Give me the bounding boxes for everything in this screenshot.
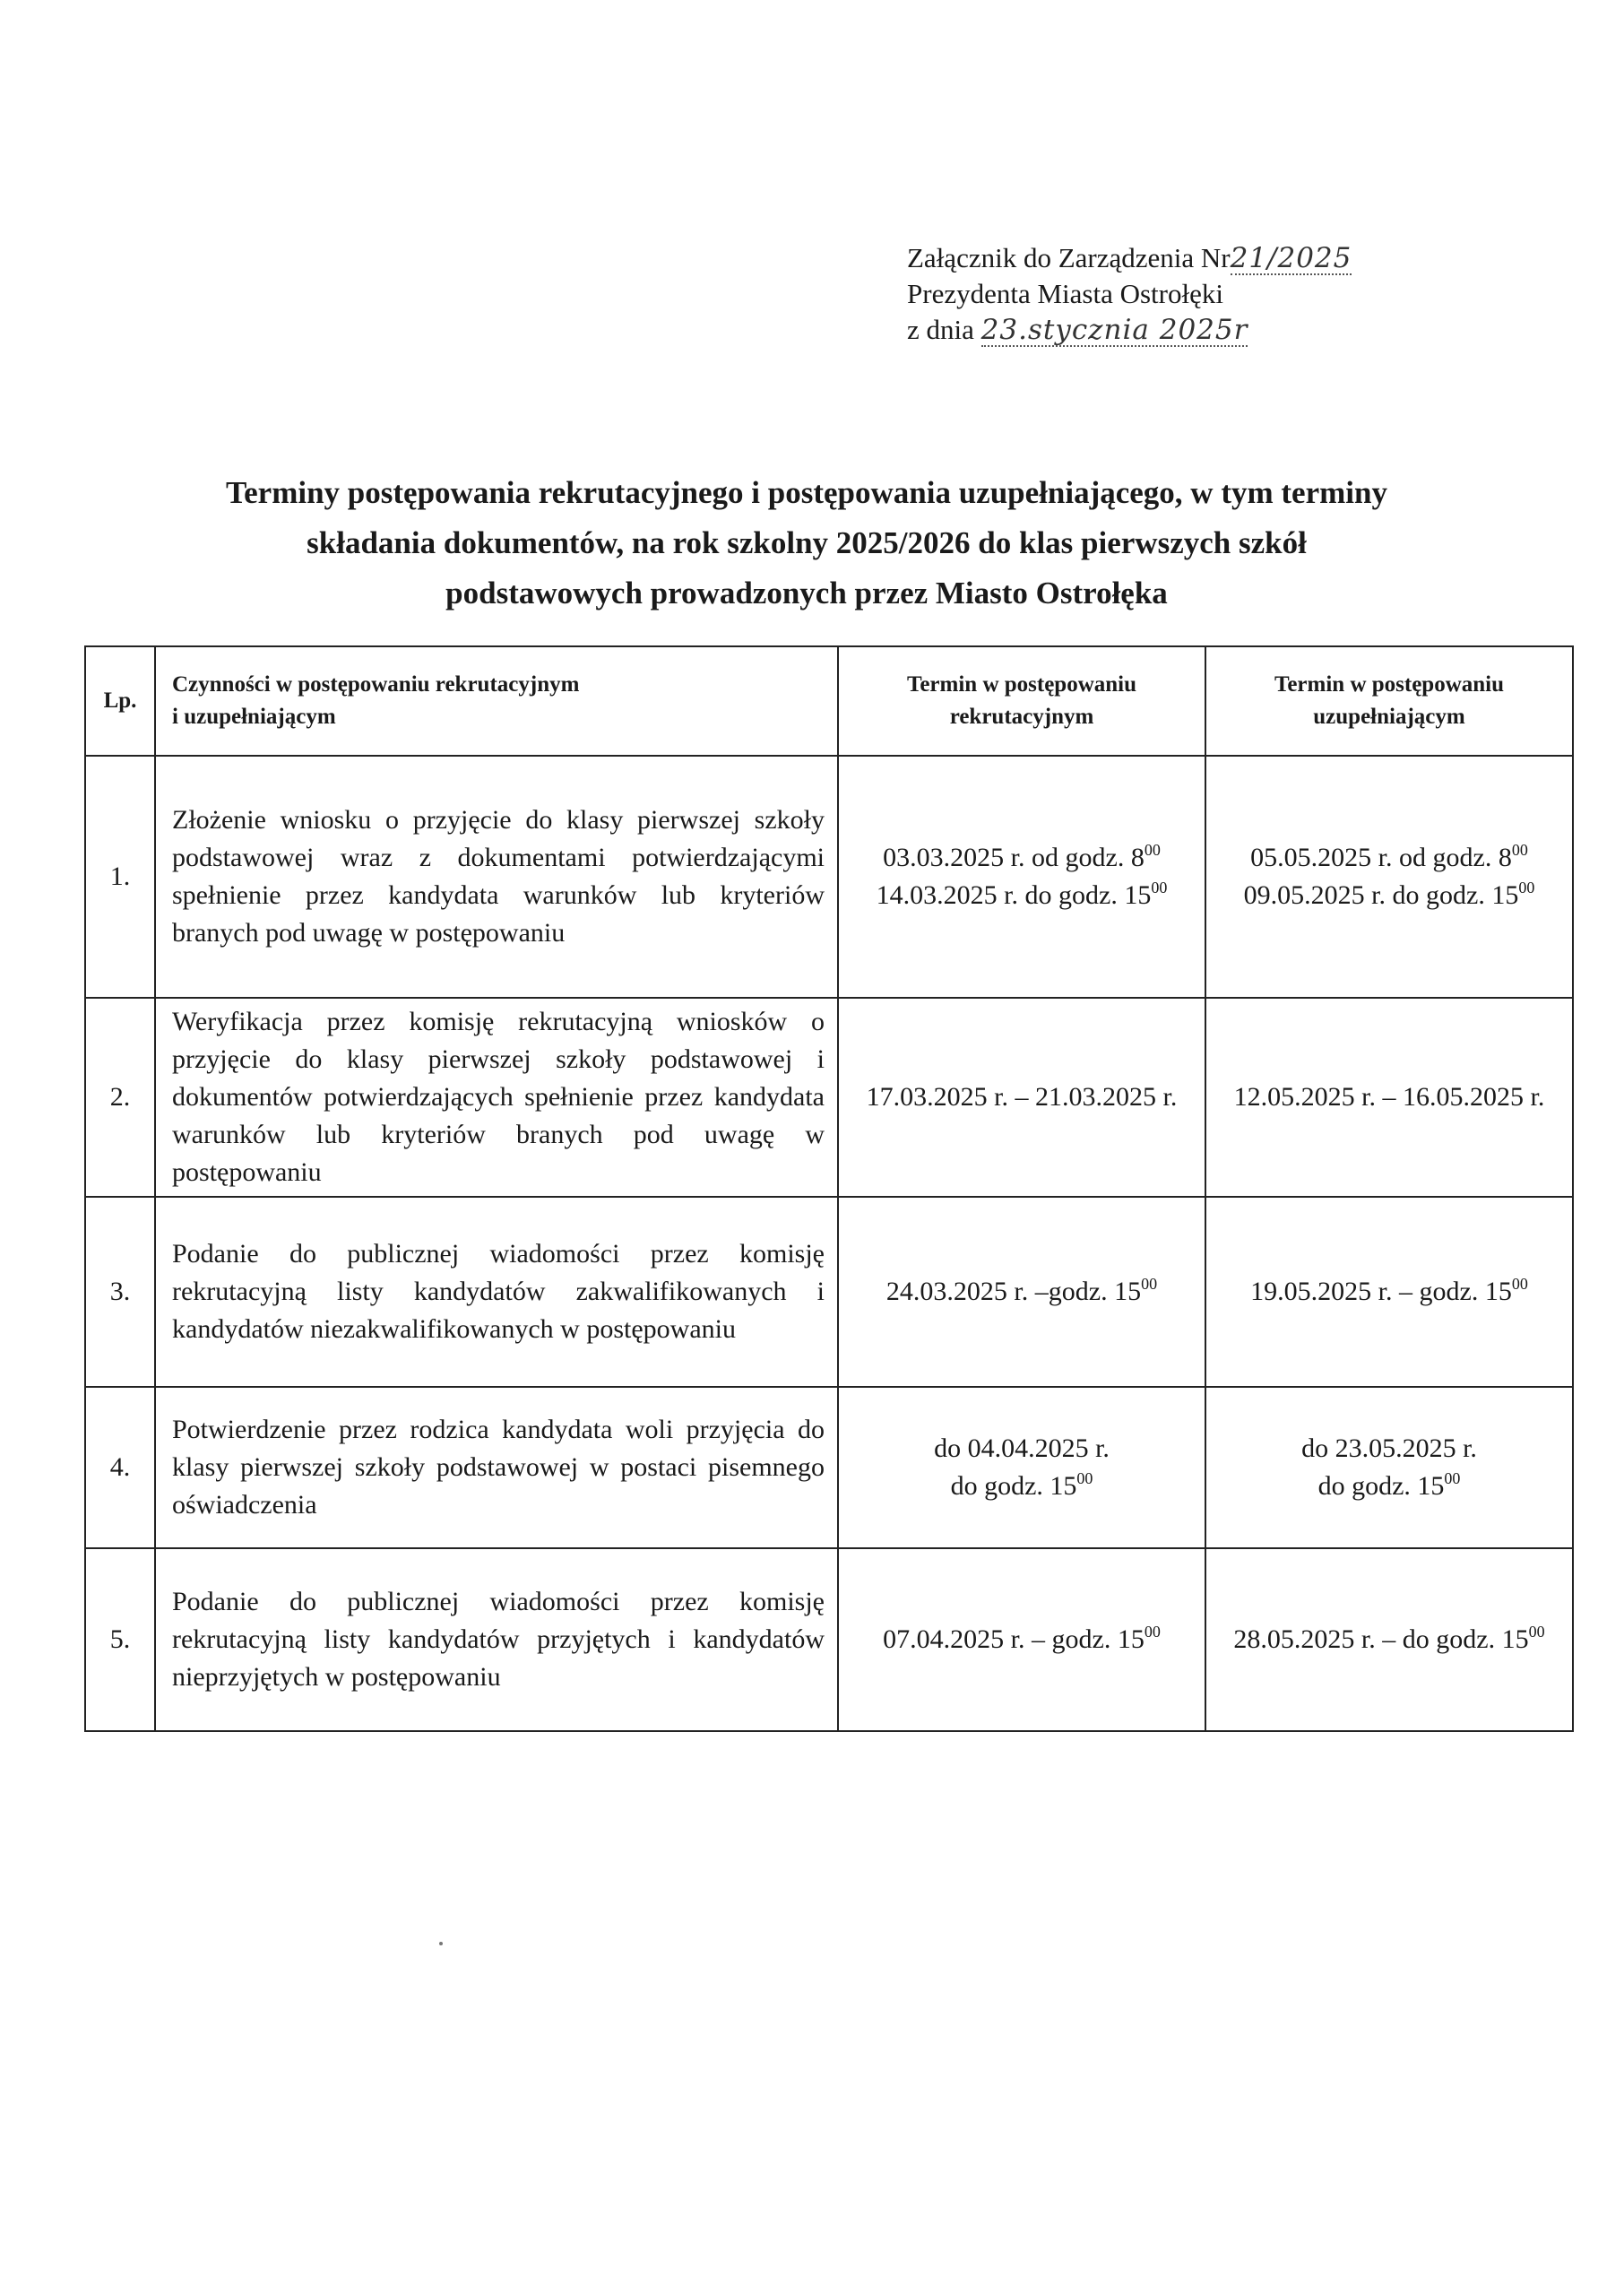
header-term-supplementary: Termin w postępowaniu uzupełniającym: [1205, 646, 1573, 756]
document-title: [72, 468, 1542, 619]
row-term-recruitment: 17.03.2025 r. – 21.03.2025 r.: [838, 998, 1205, 1197]
row-term-recruitment: 24.03.2025 r. –godz. $15^{00}$: [838, 1197, 1205, 1387]
title-line-1: Terminy postępowania rekrutacyjnego i postępowania uzupełniającego, w tym terminy: [226, 475, 1387, 510]
table-row: [85, 1548, 1573, 1731]
title-line-2: składania dokumentów, na rok szkolny 2025/2026 do klas pierwszych szkół: [307, 525, 1307, 560]
table-header-row: [85, 646, 1573, 756]
row-term-supplementary: 05.05.2025 r. od godz. $8^{00}$ 09.05.2025 r. do godz. $15^{00}$: [1205, 756, 1573, 998]
row-term-recruitment: do 04.04.2025 r. do godz. $15^{00}$: [838, 1387, 1205, 1548]
row-activity: Potwierdzenie przez rodzica kandydata woli przyjęcia do klasy pierwszej szkoły podstawowej w postaci pisemnego oświadczenia: [155, 1387, 838, 1548]
header-activity: Czynności w postępowaniu rekrutacyjnym i uzupełniającym: [155, 646, 838, 756]
row-activity: Podanie do publicznej wiadomości przez komisję rekrutacyjną listy kandydatów przyjętych i kandydatów nieprzyjętych w postępowaniu: [155, 1548, 838, 1731]
header-lp: Lp.: [85, 646, 155, 756]
header-date-label: z dnia: [907, 314, 974, 345]
row-activity: Podanie do publicznej wiadomości przez komisję rekrutacyjną listy kandydatów zakwalifikowanych i kandydatów niezakwalifikowanych w postępowaniu: [155, 1197, 838, 1387]
header-ordinance-label: Załącznik do Zarządzenia Nr: [907, 242, 1231, 273]
header-ordinance-number: 21/2025: [1230, 242, 1352, 274]
row-number: 3.: [85, 1197, 155, 1387]
table-row: [85, 998, 1573, 1197]
row-activity: Weryfikacja przez komisję rekrutacyjną wniosków o przyjęcie do klasy pierwszej szkoły podstawowej i dokumentów potwierdzających spełnienie przez kandydata warunków lub kryteriów branych pod uwagę w postępowaniu: [155, 998, 838, 1197]
title-line-3: podstawowych prowadzonych przez Miasto Ostrołęka: [445, 576, 1168, 611]
schedule-table: [84, 645, 1574, 1732]
row-term-supplementary: do 23.05.2025 r. do godz. $15^{00}$: [1205, 1387, 1573, 1548]
row-number: 4.: [85, 1387, 155, 1548]
header-line-2: Prezydenta Miasta Ostrołęki: [907, 278, 1223, 309]
row-number: 5.: [85, 1548, 155, 1731]
table-row: [85, 1387, 1573, 1548]
row-term-recruitment: 03.03.2025 r. od godz. $8^{00}$ 14.03.2025 r. do godz. $15^{00}$: [838, 756, 1205, 998]
header-term-recruitment: Termin w postępowaniu rekrutacyjnym: [838, 646, 1205, 756]
attachment-header: [907, 240, 1352, 348]
row-term-supplementary: 12.05.2025 r. – 16.05.2025 r.: [1205, 998, 1573, 1197]
header-date: 23.stycznia 2025r: [980, 314, 1248, 346]
row-number: 1.: [85, 756, 155, 998]
row-number: 2.: [85, 998, 155, 1197]
table-row: [85, 1197, 1573, 1387]
row-term-recruitment: 07.04.2025 r. – godz. $15^{00}$: [838, 1548, 1205, 1731]
row-term-supplementary: 28.05.2025 r. – do godz. $15^{00}$: [1205, 1548, 1573, 1731]
header-line-1: [907, 240, 1352, 276]
header-line-3: [907, 312, 1352, 348]
table-row: [85, 756, 1573, 998]
scan-speck: [439, 1942, 443, 1945]
row-activity: Złożenie wniosku o przyjęcie do klasy pierwszej szkoły podstawowej wraz z dokumentami potwierdzającymi spełnienie przez kandydata warunków lub kryteriów branych pod uwagę w postępowaniu: [155, 756, 838, 998]
row-term-supplementary: 19.05.2025 r. – godz. $15^{00}$: [1205, 1197, 1573, 1387]
